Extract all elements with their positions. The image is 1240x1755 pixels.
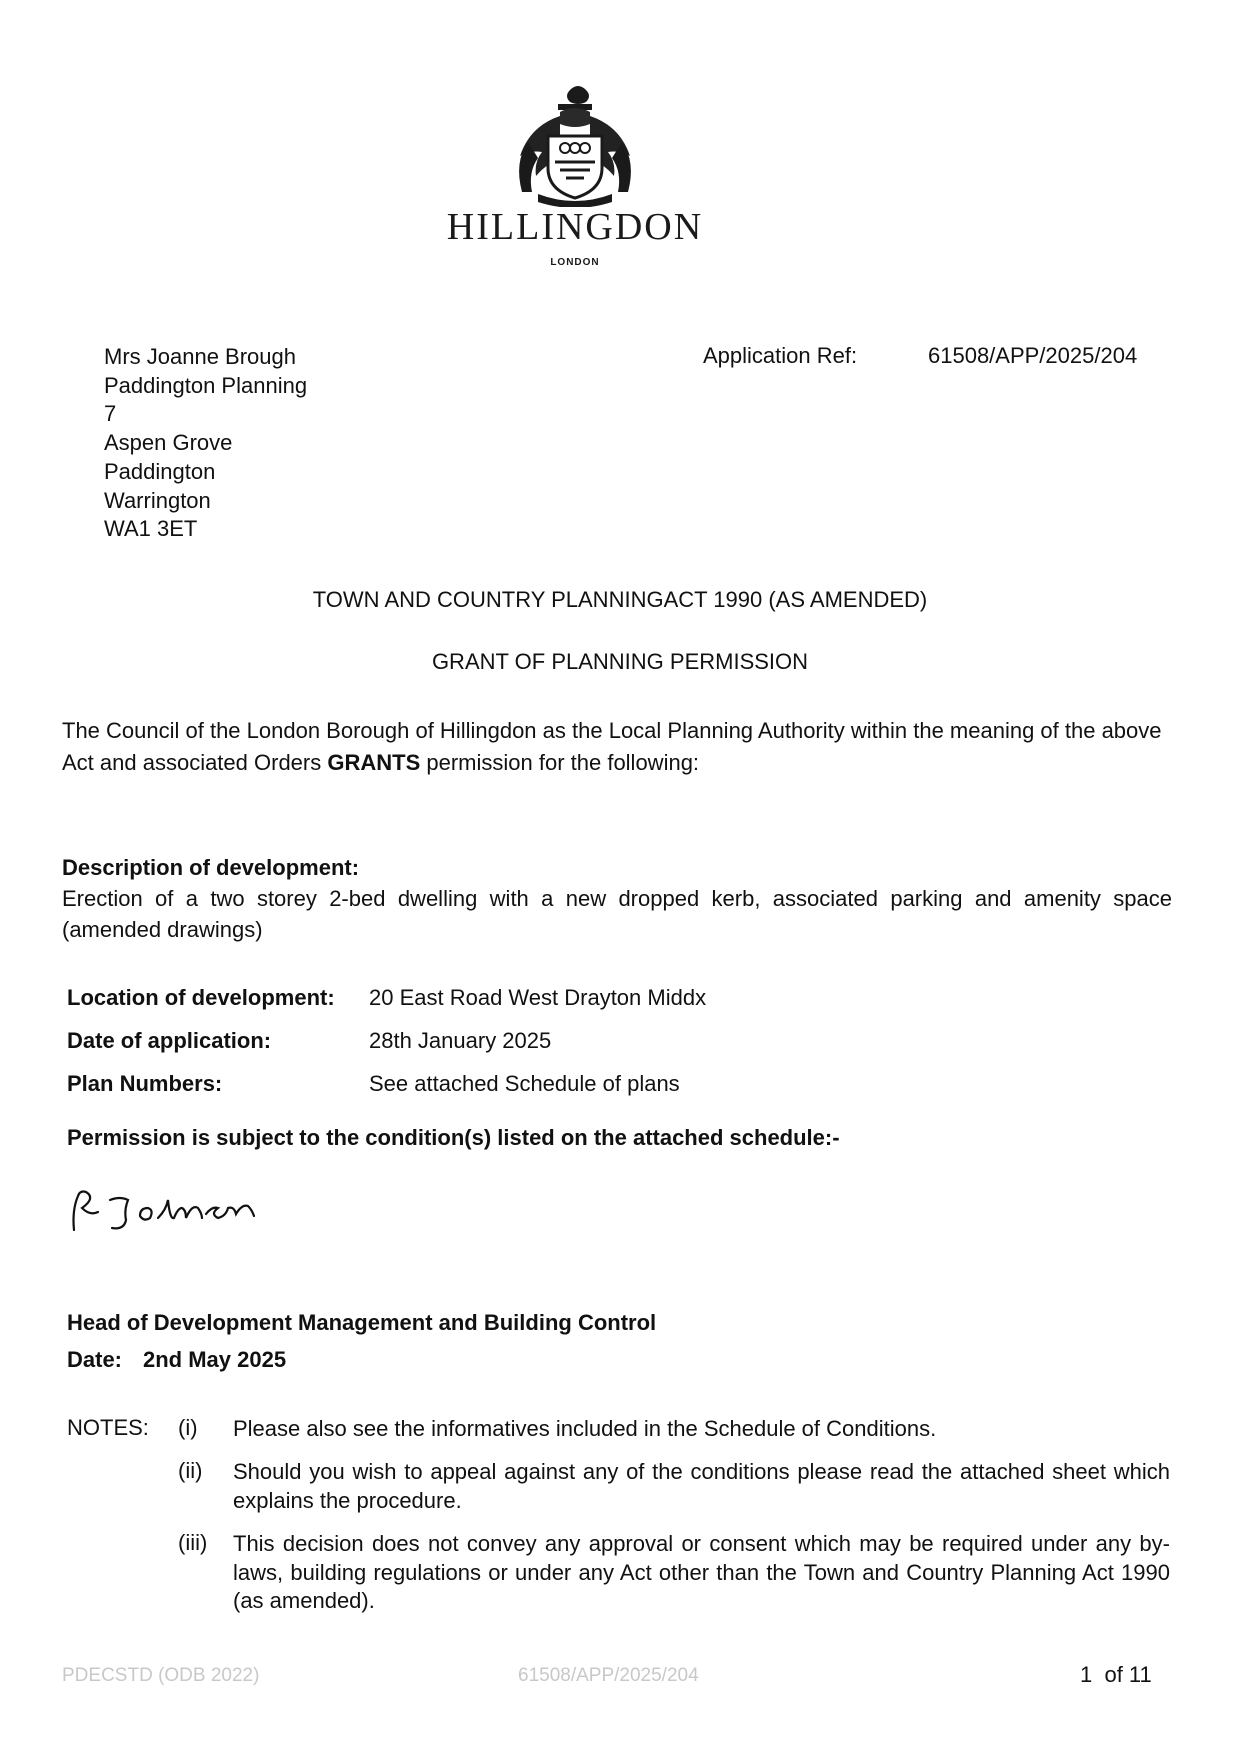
intro-grants-emphasis: GRANTS <box>327 750 421 775</box>
location-value: 20 East Road West Drayton Middx <box>369 985 707 1010</box>
footer-ref: 61508/APP/2025/204 <box>518 1665 699 1686</box>
grant-heading: GRANT OF PLANNING PERMISSION <box>431 649 809 674</box>
intro-paragraph <box>62 715 1172 779</box>
address-line: WA1 3ET <box>104 516 198 542</box>
notes-label: NOTES: <box>67 1415 149 1440</box>
decision-date-value: 2nd May 2025 <box>143 1347 287 1372</box>
address-line: Paddington <box>104 458 216 484</box>
application-ref-value: 61508/APP/2025/204 <box>928 343 1138 368</box>
act-heading: TOWN AND COUNTRY PLANNINGACT 1990 (AS AMENDED) <box>312 587 928 612</box>
plan-numbers-value: See attached Schedule of plans <box>369 1071 680 1096</box>
plan-numbers-label: Plan Numbers: <box>67 1071 223 1096</box>
address-line: 7 <box>104 401 117 427</box>
description-label: Description of development: <box>62 855 360 880</box>
recipient-address <box>104 343 307 544</box>
note-number: (i) <box>178 1415 198 1440</box>
signatory-title: Head of Development Management and Building Control <box>67 1310 657 1335</box>
address-line: Aspen Grove <box>104 430 233 456</box>
application-date-label: Date of application: <box>67 1028 272 1053</box>
note-number: (ii) <box>178 1458 203 1483</box>
signature-icon <box>62 1170 292 1250</box>
council-wordmark-subtitle: LONDON <box>550 257 600 268</box>
note-number: (iii) <box>178 1530 208 1555</box>
note-text: Should you wish to appeal against any of the conditions please read the attached sheet which explains the procedure. <box>233 1459 1170 1513</box>
location-label: Location of development: <box>67 985 335 1010</box>
coat-of-arms-icon <box>420 82 730 207</box>
conditions-note: Permission is subject to the condition(s) listed on the attached schedule:- <box>67 1125 840 1150</box>
intro-text-after: permission for the following: <box>420 750 700 775</box>
application-ref-label: Application Ref: <box>703 343 858 368</box>
note-text: This decision does not convey any approval or consent which may be required under any by-laws, building regulations or under any Act other than the Town and Country Planning Act 1990 (as amended). <box>233 1531 1170 1613</box>
signature <box>62 1170 292 1250</box>
note-text: Please also see the informatives included in the Schedule of Conditions. <box>233 1416 937 1441</box>
footer-form-code: PDECSTD (ODB 2022) <box>62 1665 260 1686</box>
council-logo <box>420 82 730 282</box>
council-wordmark: HILLINGDON <box>446 206 704 248</box>
description-text: Erection of a two storey 2-bed dwelling with a new dropped kerb, associated parking and amenity space (amended drawings) <box>62 886 1172 942</box>
address-line: Warrington <box>104 487 211 513</box>
decision-date-label: Date: <box>67 1347 123 1372</box>
intro-text-before: The Council of the London Borough of Hillingdon as the Local Planning Authority within the meaning of the above Act and associated Orders <box>62 718 1162 775</box>
address-line: Mrs Joanne Brough <box>104 344 296 369</box>
address-line: Paddington Planning <box>104 372 308 398</box>
page-number: 1 of 11 <box>1080 1662 1152 1687</box>
application-date-value: 28th January 2025 <box>369 1028 552 1053</box>
